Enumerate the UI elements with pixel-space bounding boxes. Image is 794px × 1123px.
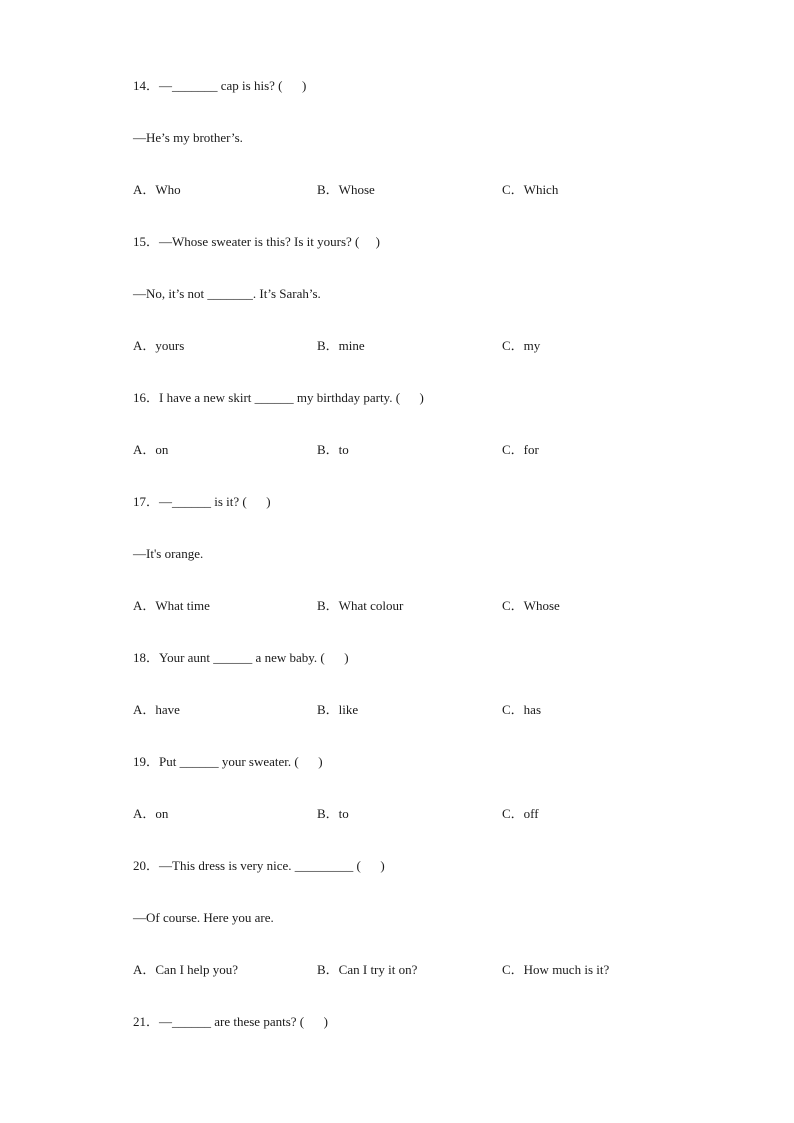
question-14-stem: 14．—_______ cap is his? ( ) (133, 78, 307, 93)
option-a: A．have (133, 702, 180, 717)
option-c: C．How much is it? (502, 962, 610, 977)
option-c: C．Which (502, 182, 559, 197)
option-c: C．off (502, 806, 539, 821)
option-a: A．on (133, 442, 169, 457)
option-b: B．mine (317, 338, 365, 353)
option-c: C．has (502, 702, 542, 717)
option-b: B．like (317, 702, 359, 717)
option-b: B．to (317, 806, 349, 821)
question-14-reply: —He’s my brother’s. (133, 130, 243, 145)
option-a: A．What time (133, 598, 210, 613)
question-17-stem: 17．—______ is it? ( ) (133, 494, 271, 509)
option-b: B．to (317, 442, 349, 457)
option-a: A．yours (133, 338, 185, 353)
question-15-stem: 15．—Whose sweater is this? Is it yours? ( ) (133, 234, 380, 249)
option-b: B．Can I try it on? (317, 962, 418, 977)
question-20-reply: —Of course. Here you are. (133, 910, 274, 925)
option-c: C．Whose (502, 598, 560, 613)
question-18-stem: 18．Your aunt ______ a new baby. ( ) (133, 650, 349, 665)
question-17-reply: —It's orange. (133, 546, 204, 561)
option-c: C．for (502, 442, 539, 457)
option-a: A．on (133, 806, 169, 821)
option-b: B．What colour (317, 598, 404, 613)
option-b: B．Whose (317, 182, 375, 197)
question-15-reply: —No, it’s not _______. It’s Sarah’s. (133, 286, 321, 301)
option-a: A．Who (133, 182, 181, 197)
option-a: A．Can I help you? (133, 962, 239, 977)
question-21-stem: 21．—______ are these pants? ( ) (133, 1014, 328, 1029)
question-20-stem: 20．—This dress is very nice. _________ ( ) (133, 858, 385, 873)
option-c: C．my (502, 338, 541, 353)
question-16-stem: 16．I have a new skirt ______ my birthday party. ( ) (133, 390, 424, 405)
question-19-stem: 19．Put ______ your sweater. ( ) (133, 754, 323, 769)
